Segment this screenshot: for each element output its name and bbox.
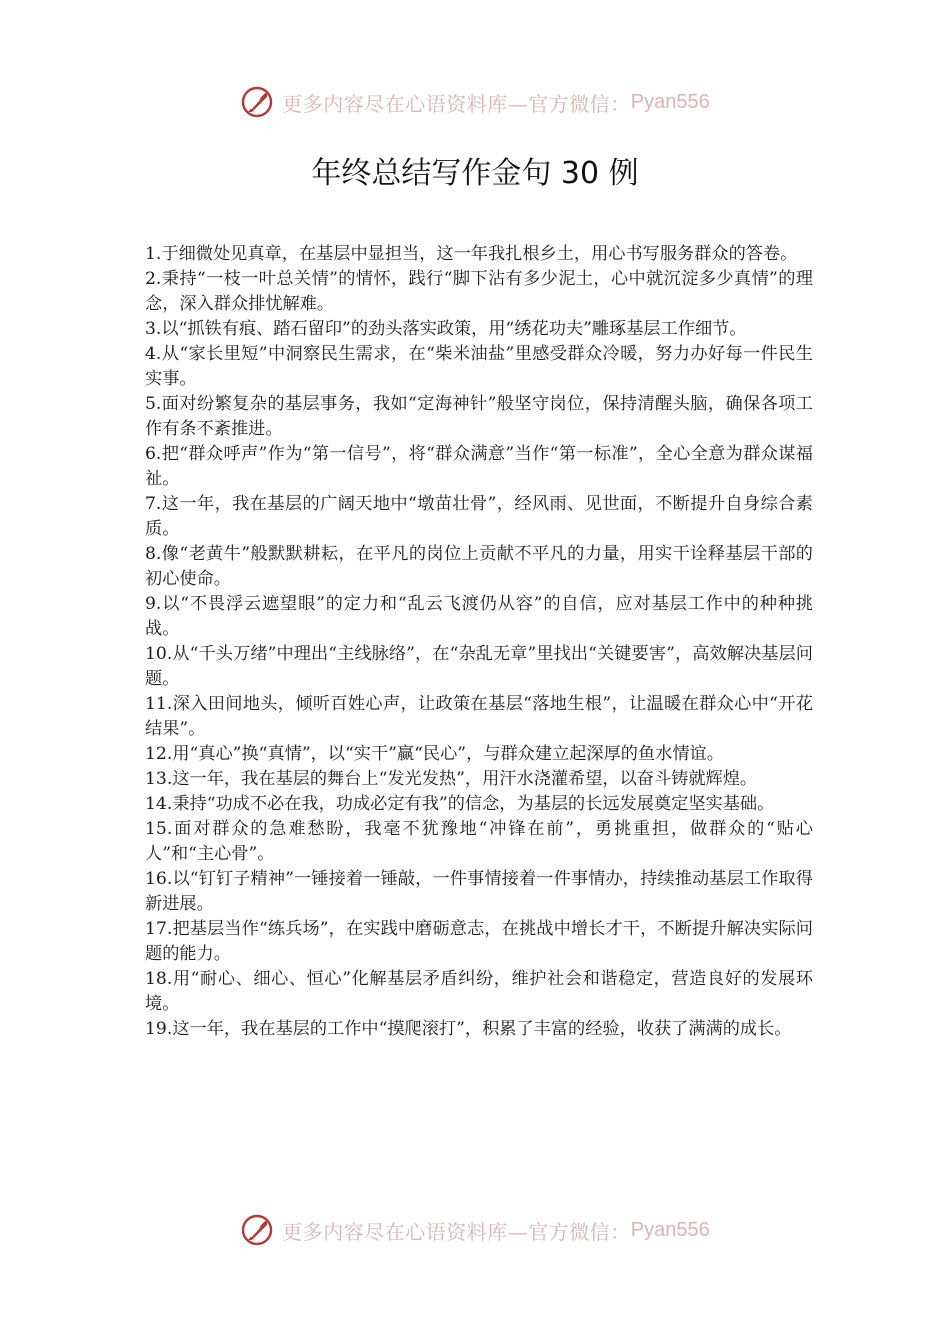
banner-wechat-id: Pyan556 — [630, 90, 710, 113]
banner-text: 更多内容尽在心语资料库—官方微信： — [282, 91, 631, 116]
list-item: 19.这一年，我在基层的工作中“摸爬滚打”，积累了丰富的经验，收获了满满的成长。 — [145, 1019, 792, 1039]
list-item: 8.像“老黄牛”般默默耕耘，在平凡的岗位上贡献不平凡的力量，用实干诠释基层干部的初心使命。 — [145, 544, 813, 589]
list-item: 17.把基层当作“练兵场”，在实践中磨砺意志，在挑战中增长才干，不断提升解决实际问题的能力。 — [145, 919, 813, 964]
footer-banner — [0, 1210, 950, 1250]
list-item: 13.这一年，我在基层的舞台上“发光发热”，用汗水浇灌希望，以奋斗铸就辉煌。 — [145, 769, 758, 789]
list-item: 9.以“不畏浮云遮望眼”的定力和“乱云飞渡仍从容”的自信，应对基层工作中的种种挑战。 — [145, 594, 813, 639]
list-item: 5.面对纷繁复杂的基层事务，我如“定海神针”般坚守岗位，保持清醒头脑，确保各项工作有条不紊推进。 — [145, 394, 813, 439]
quill-logo-icon — [240, 85, 274, 119]
quill-logo-icon — [240, 1213, 274, 1247]
list-item: 6.把“群众呼声”作为“第一信号”，将“群众满意”当作“第一标准”，全心全意为群众谋福祉。 — [145, 444, 813, 489]
banner-text: 更多内容尽在心语资料库—官方微信： — [282, 1219, 631, 1244]
list-item: 4.从“家长里短”中洞察民生需求，在“柴米油盐”里感受群众冷暖，努力办好每一件民生实事。 — [145, 344, 813, 389]
list-item: 1.于细微处见真章，在基层中显担当，这一年我扎根乡土，用心书写服务群众的答卷。 — [145, 244, 798, 264]
list-item: 12.用“真心”换“真情”，以“实干”赢“民心”，与群众建立起深厚的鱼水情谊。 — [145, 744, 724, 764]
list-item: 7.这一年，我在基层的广阔天地中“墩苗壮骨”，经风雨、见世面，不断提升自身综合素质。 — [145, 494, 813, 539]
header-banner — [0, 82, 950, 122]
page-title: 年终总结写作金句 30 例 — [311, 156, 639, 191]
list-item: 16.以“钉钉子精神”一锤接着一锤敲，一件事情接着一件事情办，持续推动基层工作取得新进展。 — [145, 869, 813, 914]
list-item: 14.秉持“功成不必在我，功成必定有我”的信念，为基层的长远发展奠定坚实基础。 — [145, 794, 775, 814]
list-item: 2.秉持“一枝一叶总关情”的情怀，践行“脚下沾有多少泥土，心中就沉淀多少真情”的理念，深入群众排忧解难。 — [145, 269, 813, 314]
list-item: 18.用“耐心、细心、恒心”化解基层矛盾纠纷，维护社会和谐稳定，营造良好的发展环境。 — [145, 969, 813, 1014]
list-item: 15.面对群众的急难愁盼，我毫不犹豫地“冲锋在前”，勇挑重担，做群众的“贴心人”和“主心骨”。 — [145, 819, 813, 864]
list-item: 3.以“抓铁有痕、踏石留印”的劲头落实政策，用“绣花功夫”雕琢基层工作细节。 — [145, 319, 747, 339]
banner-wechat-id: Pyan556 — [630, 1218, 710, 1241]
list-item: 11.深入田间地头，倾听百姓心声，让政策在基层“落地生根”，让温暖在群众心中“开花结果”。 — [145, 694, 813, 739]
quote-list — [145, 242, 813, 1042]
list-item: 10.从“千头万绪”中理出“主线脉络”，在“杂乱无章”里找出“关键要害”，高效解决基层问题。 — [145, 644, 813, 689]
